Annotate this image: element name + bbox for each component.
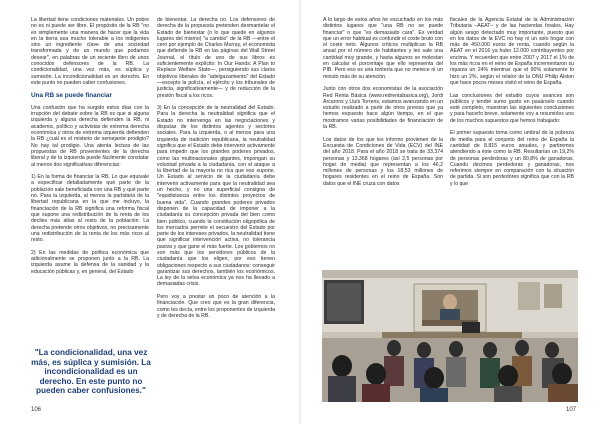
paragraph: Junto con otros dos economistas de la asociación Red Renta Básica (www.redrentabasica.org), Jordi Arcarons y Lluís Torrens, estamos avanzando en un estudio realizado a partir de otros previos que ya hemos expuesto hace algún tiempo, en el que mostramos varias posibilidades de financiación de la RB. — [323, 86, 443, 131]
paragraph: El primer supuesto toma como umbral de la pobreza de media para el conjunto del reino de España la cantidad de 8.815 euros anuales, y partiremos atendiendo a éste como la RB. Resultarían un 19,2% de personas perdedoras y un 80,8% de ganadoras. Cuando decimos perdedoras y ganadoras, nos referimos siempre en comparación con la situación de partida. Si son perdedores significa que con la RB y lo que — [450, 130, 574, 187]
section-heading: Una RB se puede financiar — [31, 91, 112, 99]
conference-photo-illustration — [322, 270, 578, 402]
paragraph: 3) En la concepción de la neutralidad del Estado. Para la derecha la neutralidad significa que el Estado no intervenga en las negociaciones y disputas de los distintos agentes y sectores sociales. Para la izquierda, o al menos para una izquierda de tradición republicana, la neutralidad significa que el Estado debe intervenir activamente para impedir que los grandes poderes privados, como las multinacionales gigantes, impongan su voluntad privada a la ciudadanía, con el ataque a la libertad de la mayoría no rica que eso supone. Un Estado al servicio de la ciudadanía debe intervenir activamente para que la neutralidad sea un hecho, y no una superficial consigna de "equidistancia entre los distintos proyectos de buena vida". Cuando grandes poderes privados disponen de la capacidad de imponer a la ciudadanía su concepción privada del bien como bien público, cuando la constitución oligopólica de los mercados permite el secuestro del Estado por parte de los intereses privados, la neutralidad tiene que significar intervención activa, no tolerancia pasiva y que gane el más fuerte. Los gobiernos no son más que los servidores públicos de la ciudadanía que los eligen, por eso tienen obligaciones respecto a sus ciudadanos: conseguir garantizar sus derechos, también los económicos. La ley de la selva económica ya nos ha llevado a demasiadas crisis. — [157, 105, 275, 288]
paragraph: fiscales de la Agencia Estatal de la Administración Tributaria –AEAT– y de las haciendas forales. Hay algún sesgo detectado muy importante, puesto que en los datos de la EVC no hay ni un solo hogar con más de 450.000 euros de renta, cuando según la AEAT en el 2016 ya hubo 12.000 contribuyentes por encima. Y recuerden que entre 2007 y 2017 el 1% de los más ricos en el reino de España incrementaron su riqueza un 24% mientras que el 90% solamente lo hizo un 2%, según el relator de la ONU Philip Alston que hace pocos meses visitó el reino de España. — [450, 17, 574, 86]
paragraph: 1) En la forma de financiar la RB. Lo que equivale a especificar detalladamente qué parte de la población sale beneficiada con una RB y qué parte no. Para la izquierda, al menos la partidaria de la libertad republicana en la que me incluyo, la financiación de la RB significa una reforma fiscal que supone una redistribución de la renta de los deciles más altas al resto de la población. La derecha pretende otros objetivos, no precisamente una redistribución de la renta de los más ricos al resto. — [31, 174, 149, 244]
paragraph: Pero voy a prestar un poco de atención a la financiación. Que creo que es la gran diferencia, como les decía, entre los proponentes de izquierda y de derecha de la RB. — [157, 294, 275, 319]
right-column-2 — [450, 17, 574, 187]
paragraph: Las conclusiones del estudio cuyos avances son públicos y tendré sumo gusto en pasárselo cuando esté completo, muestran las siguientes conclusiones y para hacerlo breve, solamente voy a resumirles uno de los muchos supuestos que hemos trabajado: — [450, 92, 574, 124]
paragraph: de bienestar. La derecha no. Los defensores de derecha de la propuesta pretenden desmantelar el Estado de bienestar (o lo que quede en algunos lugares del mismo) "a cambio" de la RB —entre el cero por ejemplo de Charles Murray, el economista que defiende la RB en las páginas del Wall Street Journal, el título de uno de sus libros es suficientemente explícito: In Our Hands: A Plan to Replace Welfare State—, persiguiendo sus claros objetivos liberales de "adelgazamiento" del Estado —excepto la policía, el ejército y los tribunales de justicia, significativamente— y de reducción de la presión fiscal a los ricos. — [157, 17, 275, 99]
pull-quote: "La condicionalidad, una vez más, es súplica y sumisión. La incondicionalidad es un derecho. En este punto no pueden caber confusiones." — [31, 348, 151, 396]
page-number: 106 — [31, 407, 42, 413]
paragraph: A lo largo de estos años he escuchado en los más distintos lugares que "una RB no se puede financiar" o que "es demasiado cara". Es verdad que un error habitual es confundir el coste bruto con el coste neto. Algunos críticos multiplican la RB anual por el número de habitantes y les sale una cantidad muy grande, y hasta algunos se molestan en calcular el porcentaje que ello representa del PIB. Pero eso es una tontería que no merece ni un minuto más de su atención. — [323, 17, 443, 80]
paragraph: Los datos de los que les informo provienen de la Encuesta de Condiciones de Vida (ECV) del INE del año 2018. Para el año 2018 se trata de 33.374 personas y 13.368 hogares (así 2,5 personas por hogar de media) que representan a los 46,2 millones de personas y los 18,53 millones de hogares residentes en el reino de España. Son datos que el INE cruza con datos — [323, 136, 443, 187]
right-column-1 — [323, 17, 443, 187]
page-number: 107 — [566, 407, 577, 413]
paragraph: 2) En las medidas de política económica que adicionalmente se proponen junto a la RB. La izquierda asume la defensa de la sanidad y la educación públicas y, en general, del Estado — [31, 249, 149, 275]
intro-paragraph: La libertad tiene condiciones materiales. Un pobre no es ni puede ser libre. El propósito de la RB "no es simplemente una manera de hacer que la vida en la tierra sea mucho tolerable a los indigentes sino un ingrediente clave de una sociedad transformada y de un mundo que podamos desear", en palabras de un reciente libro de unos conocidos defensores de la RB. La condicionalidad, una vez más, es súplica y sumisión. La incondicionalidad es un derecho. En este punto no pueden caber confusiones. — [31, 17, 149, 86]
left-column-1 — [31, 17, 149, 275]
left-column-2 — [157, 17, 275, 319]
conference-photo — [322, 270, 578, 402]
paragraph: Una confusión que ha surgido estos días con la irrupción del debate sobre la RB es que si alguna izquierda y alguna derecha defienden la RB, ni academic, político y activistas de extrema derecha económica y otros de extrema izquierda defienden la RB ¿cuál es el misterio de semejante prodigio? No hay tal prodigio. Una atenta lectura de las propuestas de RB provenientes de la derecha liberal y de la izquierda puede fácilmente constatar al menos dos significativas diferencias: — [31, 104, 149, 168]
